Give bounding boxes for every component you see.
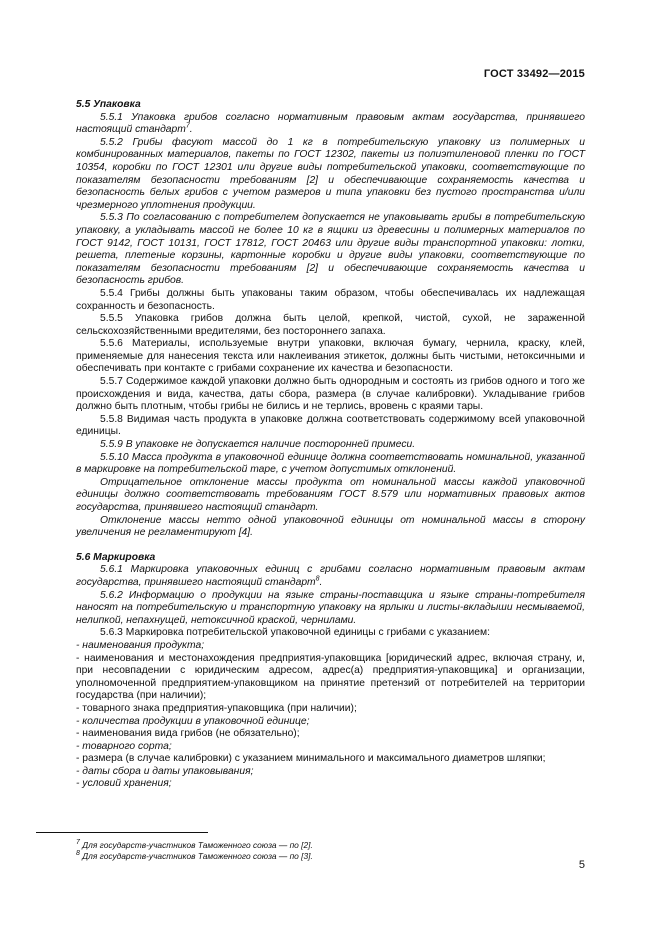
paragraph-positive-deviation: Отклонение массы нетто одной упаковочной единицы от номинальной массы в сторону увеличения не регламентируют [4]. (76, 514, 585, 539)
list-item: - наименования продукта; (76, 639, 205, 651)
footnote-7: $^7$ Для государств-участников Таможенного союза — по [2]. (76, 839, 313, 850)
list-item: - количества продукции в упаковочной единице; (76, 715, 310, 727)
list-item: - наименования вида грибов (не обязательно); (76, 728, 300, 740)
footnote-8: $^8$ Для государств-участников Таможенного союза — по [3]. (76, 850, 313, 861)
section-marking (76, 552, 585, 791)
list-item: - условий хранения; (76, 778, 172, 790)
list-item: - размера (в случае калибровки) с указанием минимального и максимального диаметров шляпки; (76, 753, 546, 765)
paragraph-5-6-1: 5.6.1 Маркировка упаковочных единиц с грибами согласно нормативным правовым актам государства, принявшего настоящий стандарт$^8$. (76, 564, 585, 588)
section-title: 5.6 Маркировка (76, 551, 156, 563)
paragraph-negative-deviation: Отрицательное отклонение массы продукта от номинальной массы каждой упаковочной единицы должно соответствовать требованиям ГОСТ 8.579 или нормативных правовых актов государства, принявшего настоящий стандарт. (76, 476, 585, 513)
paragraph-5-5-7: 5.5.7 Содержимое каждой упаковки должно быть однородным и состоять из грибов одного и того же происхождения и вида, качества, даты сбора, размера (в случае калибровки). Укладывание грибов должно быть плотным, чтобы грибы не бились и не терлись, вровень с краями тары. (76, 376, 585, 413)
list-item: - даты сбора и даты упаковывания; (76, 765, 254, 777)
list-item: - наименования и местонахождения предприятия-упаковщика [юридический адрес, включая страну, и, при несовпадении с юридическим адресом, адрес(а) предприятия-упаковщика] и организации, уполномоченной предприятием-упаковщиком на принятие претензий от потребителей на территории государства (при наличии); (76, 652, 585, 702)
paragraph-5-6-3: 5.6.3 Маркировка потребительской упаковочной единицы с грибами с указанием: (100, 627, 490, 639)
footnotes (76, 840, 585, 862)
paragraph-5-5-4: 5.5.4 Грибы должны быть упакованы таким образом, чтобы обеспечивалась их надлежащая сохранность и безопасность. (76, 287, 585, 312)
page-content (76, 99, 585, 791)
paragraph-5-5-9: 5.5.9 В упаковке не допускается наличие посторонней примеси. (100, 439, 416, 451)
footnote-divider (36, 832, 208, 833)
list-item: - товарного сорта; (76, 740, 172, 752)
section-title: 5.5 Упаковка (76, 99, 141, 110)
page-number: 5 (578, 859, 585, 871)
paragraph-5-5-5: 5.5.5 Упаковка грибов должна быть целой, крепкой, чистой, сухой, не зараженной сельскохозяйственными вредителями, без постороннего запаха. (76, 313, 585, 337)
document-code: ГОСТ 33492—2015 (483, 68, 585, 80)
paragraph-5-5-3: 5.5.3 По согласованию с потребителем допускается не упаковывать грибы в потребительскую упаковку, а укладывать массой не более 10 кг в ящики из древесины и полимерных материалов по ГОСТ 9142, ГОСТ 10131, ГОСТ 17812, ГОСТ 20463 или другие виды транспортной упаковки: лотки, решета, плетеные корзины, картонные коробки и другие виды упаковки, соответствующие по показателям безопасности требованиям [2] и обеспечивающие сохраняемость качества и безопасность грибов. (76, 212, 585, 287)
paragraph-5-6-2: 5.6.2 Информацию о продукции на языке страны-поставщика и языке страны-потребителя наносят на потребительскую и транспортную упаковку на ярлыки и листы-вкладыши несмываемой, нелипкой, непахнущей, нетоксичной краской, чернилами. (76, 589, 585, 626)
paragraph-5-5-1: 5.5.1 Упаковка грибов согласно нормативным правовым актам государства, принявшего настоящий стандарт$^7$. (76, 111, 585, 136)
paragraph-5-5-6: 5.5.6 Материалы, используемые внутри упаковки, включая бумагу, чернила, краску, клей, применяемые для нанесения текста или наклеивания этикеток, должны быть чистыми, нетоксичными и обеспечивать при контакте с грибами сохранение их качества и безопасности. (76, 338, 585, 375)
paragraph-5-5-8: 5.5.8 Видимая часть продукта в упаковке должна соответствовать содержимому всей упаковочной единицы. (76, 413, 585, 438)
paragraph-5-5-2: 5.5.2 Грибы фасуют массой до 1 кг в потребительскую упаковку из полимерных и комбинированных материалов, пакеты по ГОСТ 12302, пакеты из полиэтиленовой пленки по ГОСТ 10354, коробки по ГОСТ 12301 или другие виды потребительской упаковки, соответствующие по показателям безопасности требованиям [2] и обеспечивающие сохраняемость качества и безопасность белых грибов с учетом размеров и типа упаковки без пустого пространства и/или чрезмерного уплотнения продукции. (76, 136, 585, 211)
list-item: - товарного знака предприятия-упаковщика (при наличии); (76, 702, 357, 714)
section-packaging (76, 99, 585, 540)
paragraph-5-5-10: 5.5.10 Масса продукта в упаковочной единице должна соответствовать номинальной, указанной в маркировке на потребительской таре, с учетом допустимых отклонений. (76, 451, 585, 476)
